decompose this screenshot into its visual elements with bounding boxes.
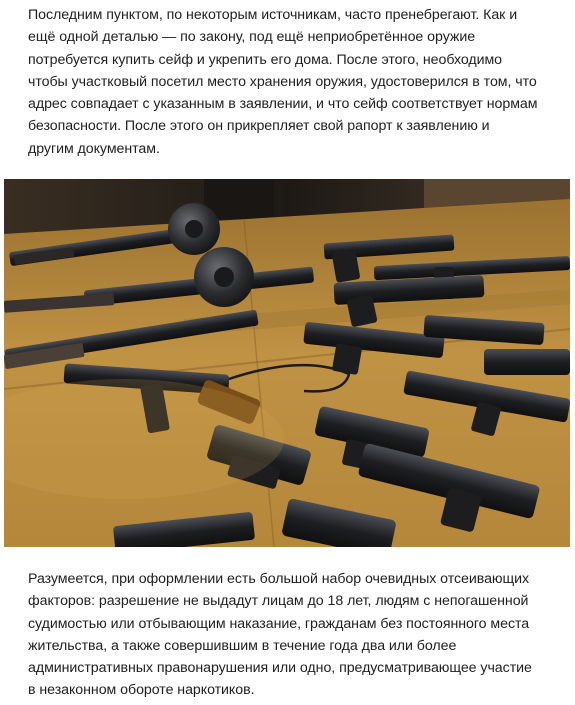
paragraph-line: жительства, а также совершившим в течение года два или более (28, 637, 457, 654)
article-paragraph-1 (28, 4, 558, 160)
paragraph-line: Последним пунктом, по некоторым источникам, часто пренебрегают. Как и (28, 7, 518, 23)
firearms-photo-illustration (4, 179, 570, 547)
paragraph-line: административных правонарушения или одно, предусматривающее участие (28, 660, 532, 677)
article-paragraph-2 (28, 568, 558, 702)
paragraph-line: судимостью или отбывающим наказание, гражданам без постоянного места (28, 615, 530, 632)
paragraph-line: в незаконном обороте наркотиков. (28, 682, 255, 699)
paragraph-line: потребуется купить сейф и укрепить его дома. После этого, необходимо (28, 51, 503, 68)
pistol-middle-3 (484, 349, 570, 375)
paragraph-line: другим документам. (28, 140, 160, 157)
paragraph-line: факторов: разрешение не выдадут лицам до 18 лет, людям с непогашенной (28, 593, 529, 610)
paragraph-line: адрес совпадает с указанным в заявлении, и что сейф соответствует нормам (28, 96, 538, 113)
paragraph-line: безопасности. После этого он прикрепляет свой рапорт к заявлению и (28, 118, 490, 135)
paragraph-line: Разумеется, при оформлении есть большой набор очевидных отсеивающих (28, 571, 530, 587)
paragraph-line: чтобы участковый посетил место хранения оружия, удостоверился в том, что (28, 73, 537, 90)
article-photo (4, 179, 570, 547)
background-figure (204, 179, 274, 219)
paragraph-line: ещё одной деталью — по закону, под ещё неприобретённое оружие (28, 29, 476, 46)
